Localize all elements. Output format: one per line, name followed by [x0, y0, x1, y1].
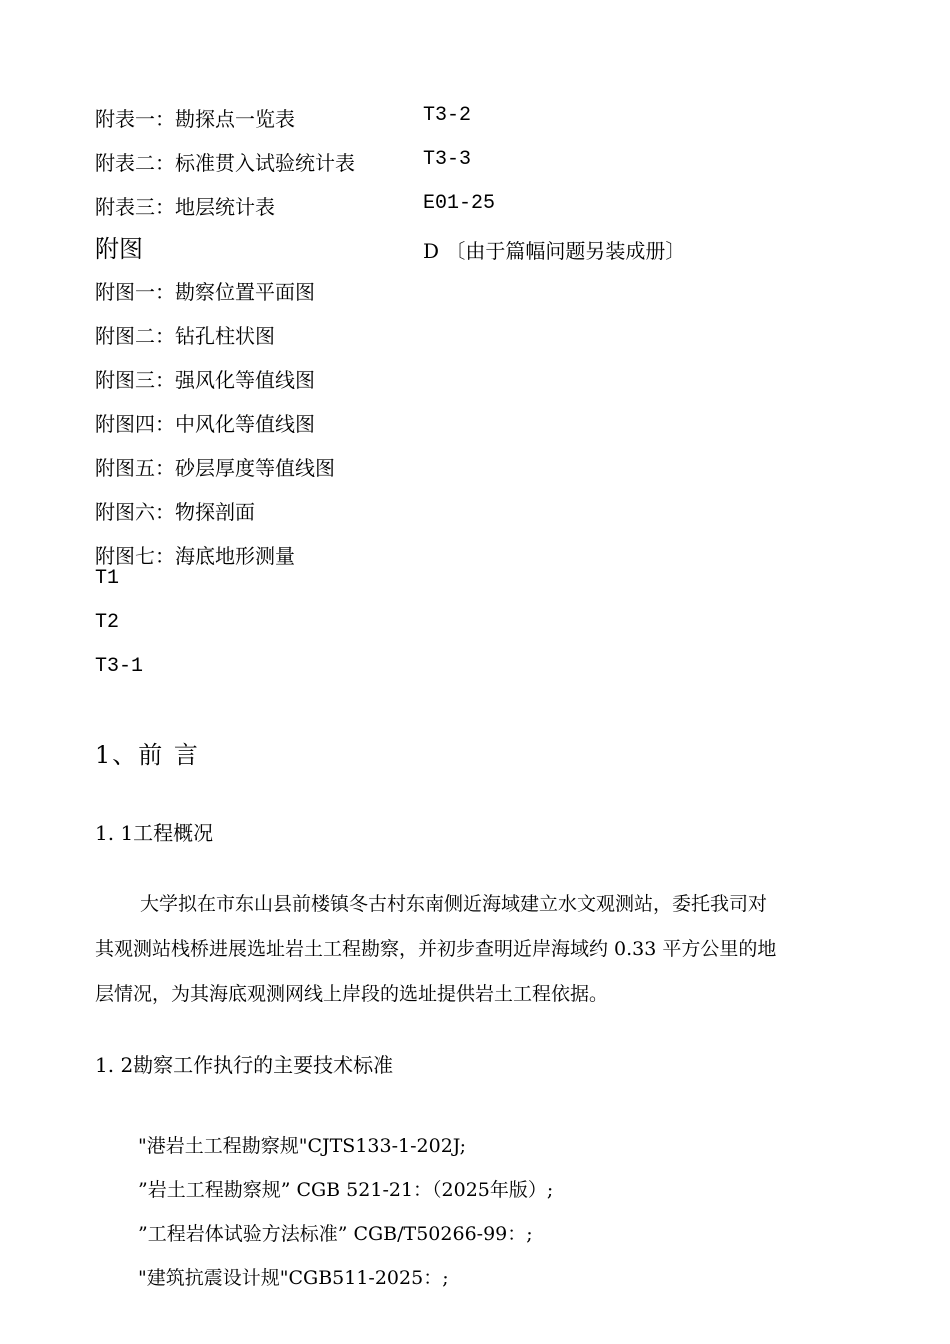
- paragraph-line-1: 大学拟在市东山县前楼镇冬古村东南侧近海域建立水文观测站，委托我司对: [140, 893, 768, 915]
- code-t3-1: T3-1: [95, 655, 144, 678]
- appendix-figure-2: 附图二：钻孔柱状图: [95, 324, 275, 348]
- code-t1: T1: [95, 567, 120, 590]
- appendix-table-1-code: T3-2: [423, 104, 472, 127]
- appendix-figures-note: D 〔由于篇幅问题另装成册〕: [423, 239, 686, 263]
- section-1-1-heading: 1. 1工程概况: [95, 821, 214, 845]
- standard-1: "港岩土工程勘察规"CJTS133-1-202J;: [138, 1135, 467, 1157]
- paragraph-line-2: 其观测站栈桥进展选址岩土工程勘察，并初步查明近岸海域约 0.33 平方公里的地: [95, 938, 777, 960]
- paragraph-line-3: 层情况，为其海底观测网线上岸段的选址提供岩土工程依据。: [95, 983, 609, 1005]
- appendix-figure-7: 附图七：海底地形测量: [95, 544, 295, 568]
- appendix-table-2-label: 附表二：标准贯入试验统计表: [95, 151, 355, 175]
- standard-4: "建筑抗震设计规"CGB511-2025：;: [138, 1267, 449, 1289]
- standard-3: ”工程岩体试验方法标准” CGB/T50266-99：;: [138, 1223, 533, 1245]
- standard-2: ”岩土工程勘察规” CGB 521-21：（2025年版）;: [138, 1179, 554, 1201]
- appendix-table-3-code: E01-25: [423, 192, 496, 215]
- appendix-figure-4: 附图四：中风化等值线图: [95, 412, 315, 436]
- appendix-figures-heading: 附图: [95, 235, 143, 263]
- section-1-2-heading: 1. 2勘察工作执行的主要技术标准: [95, 1053, 394, 1077]
- appendix-figure-6: 附图六：物探剖面: [95, 500, 255, 524]
- code-t2: T2: [95, 611, 120, 634]
- appendix-figure-1: 附图一：勘察位置平面图: [95, 280, 315, 304]
- section-1-heading: 1、前 言: [95, 741, 200, 769]
- appendix-table-3-label: 附表三：地层统计表: [95, 195, 275, 219]
- appendix-table-1-label: 附表一：勘探点一览表: [95, 107, 295, 131]
- appendix-figure-5: 附图五：砂层厚度等值线图: [95, 456, 335, 480]
- appendix-table-2-code: T3-3: [423, 148, 472, 171]
- appendix-figure-3: 附图三：强风化等值线图: [95, 368, 315, 392]
